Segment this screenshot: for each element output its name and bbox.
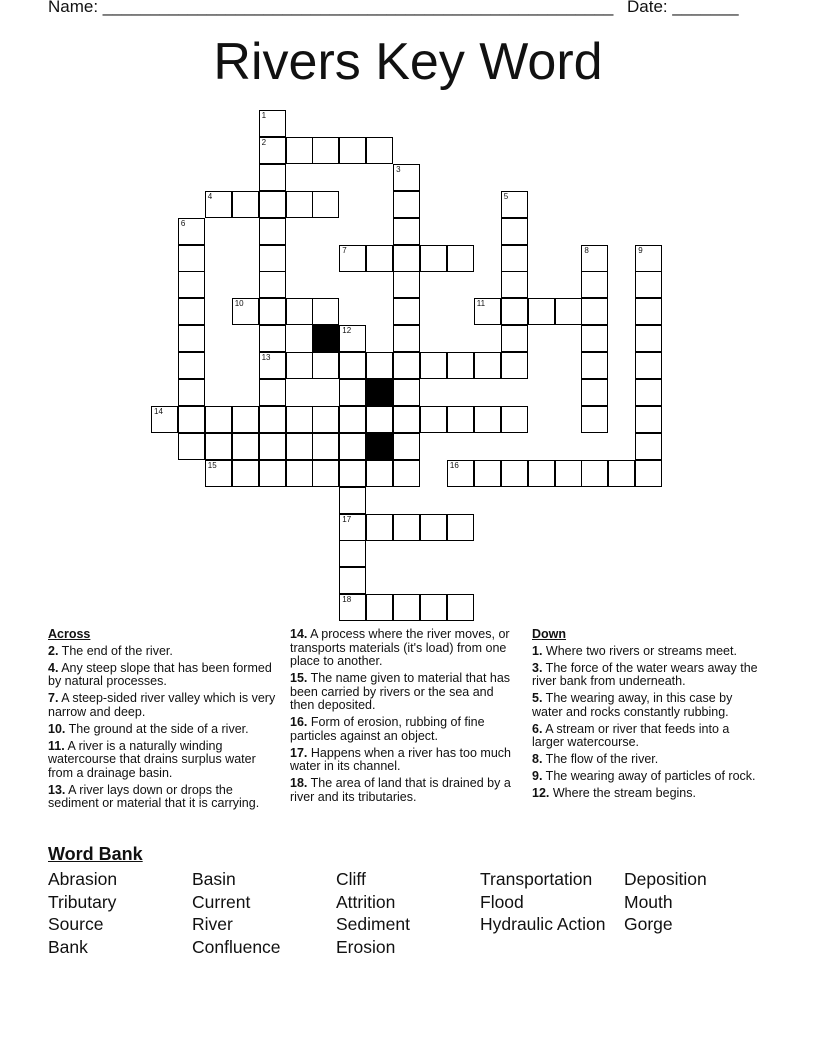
crossword-cell[interactable] — [447, 245, 474, 272]
crossword-cell[interactable] — [286, 191, 313, 218]
crossword-cell[interactable] — [339, 487, 366, 514]
across-heading: Across — [48, 627, 91, 641]
crossword-cell[interactable] — [420, 406, 447, 433]
crossword-cell[interactable] — [420, 245, 447, 272]
clue-item: 2. The end of the river. — [48, 643, 173, 658]
crossword-cell[interactable] — [555, 460, 582, 487]
crossword-cell[interactable] — [608, 460, 635, 487]
crossword-cell[interactable] — [393, 191, 420, 218]
clue-item: 6. A stream or river that feeds into a larger watercourse. — [532, 721, 730, 749]
crossword-cell[interactable] — [393, 298, 420, 325]
crossword-cell[interactable] — [635, 406, 662, 433]
crossword-cell[interactable] — [286, 352, 313, 379]
crossword-cell[interactable] — [178, 379, 205, 406]
crossword-cell[interactable] — [366, 352, 393, 379]
crossword-cell[interactable] — [555, 298, 582, 325]
crossword-cell[interactable] — [501, 352, 528, 379]
clue-item: 13. A river lays down or drops the sediment or material that it is carrying. — [48, 782, 260, 810]
crossword-cell[interactable] — [635, 379, 662, 406]
crossword-cell[interactable] — [178, 218, 205, 245]
clue-number: 4 — [207, 191, 213, 201]
word-bank-item: Erosion — [336, 936, 396, 957]
crossword-cell[interactable] — [501, 245, 528, 272]
clue-number: 9 — [638, 245, 643, 255]
crossword-cell[interactable] — [420, 594, 447, 621]
crossword-cell[interactable] — [635, 325, 662, 352]
clue-number: 18 — [342, 595, 352, 605]
crossword-cell[interactable] — [581, 406, 608, 433]
crossword-cell[interactable] — [339, 352, 366, 379]
crossword-cell[interactable] — [635, 298, 662, 325]
word-bank-item: Attrition — [336, 891, 396, 912]
crossword-cell[interactable] — [366, 245, 393, 272]
crossword-cell[interactable] — [312, 433, 339, 460]
clue-item: 18. The area of land that is drained by a river and its tributaries. — [290, 776, 511, 804]
crossword-cell[interactable] — [259, 191, 286, 218]
clue-number: 6 — [180, 218, 186, 228]
crossword-cell[interactable] — [581, 298, 608, 325]
crossword-cell[interactable] — [259, 406, 286, 433]
crossword-cell[interactable] — [259, 460, 286, 487]
crossword-cell[interactable] — [259, 245, 286, 272]
clue-item: 9. The wearing away of particles of rock. — [532, 769, 756, 783]
crossword-cell[interactable] — [393, 245, 420, 272]
crossword-cell[interactable] — [339, 137, 366, 164]
black-cell — [366, 433, 393, 460]
crossword-cell[interactable] — [178, 271, 205, 298]
crossword-cell[interactable] — [339, 594, 366, 621]
crossword-cell[interactable] — [501, 218, 528, 245]
crossword-cell[interactable] — [312, 352, 339, 379]
crossword-cell[interactable] — [339, 379, 366, 406]
crossword-cell[interactable] — [581, 325, 608, 352]
crossword-cell[interactable] — [366, 514, 393, 541]
black-cell — [366, 379, 393, 406]
crossword-cell[interactable] — [501, 191, 528, 218]
across-clues-col1 — [48, 628, 280, 814]
crossword-cell[interactable] — [178, 406, 205, 433]
black-cell — [312, 325, 339, 352]
crossword-cell[interactable] — [286, 298, 313, 325]
crossword-cell[interactable] — [339, 514, 366, 541]
down-clues — [532, 628, 762, 804]
down-heading: Down — [532, 627, 567, 641]
clue-number: 10 — [234, 299, 244, 309]
crossword-cell[interactable] — [447, 514, 474, 541]
crossword-cell[interactable] — [393, 271, 420, 298]
clue-number: 15 — [207, 460, 217, 470]
crossword-cell[interactable] — [581, 245, 608, 272]
word-bank-item: Source — [48, 914, 104, 934]
crossword-cell[interactable] — [178, 325, 205, 352]
crossword-cell[interactable] — [393, 379, 420, 406]
crossword-cell[interactable] — [393, 164, 420, 191]
crossword-cell[interactable] — [259, 271, 286, 298]
clue-number: 5 — [503, 191, 509, 201]
crossword-cell[interactable] — [259, 325, 286, 352]
crossword-cell[interactable] — [393, 218, 420, 245]
clue-number: 13 — [261, 353, 271, 363]
word-bank-item: Deposition — [624, 869, 707, 889]
crossword-cell[interactable] — [259, 164, 286, 191]
crossword-cell[interactable] — [393, 514, 420, 541]
name-field[interactable]: Name: ______________________________________________________ — [48, 0, 614, 16]
clue-number: 16 — [449, 460, 459, 470]
word-bank-item: Flood — [480, 891, 524, 912]
crossword-cell[interactable] — [178, 433, 205, 460]
clue-item: 12. Where the stream begins. — [532, 786, 696, 800]
crossword-cell[interactable] — [259, 433, 286, 460]
crossword-cell[interactable] — [339, 245, 366, 272]
crossword-cell[interactable] — [232, 298, 259, 325]
clue-item: 16. Form of erosion, rubbing of fine particles against an object. — [290, 715, 485, 743]
crossword-cell[interactable] — [393, 433, 420, 460]
crossword-cell[interactable] — [581, 271, 608, 298]
crossword-cell[interactable] — [339, 325, 366, 352]
word-bank-item: Gorge — [624, 914, 673, 934]
crossword-cell[interactable] — [581, 460, 608, 487]
word-bank — [48, 868, 788, 958]
crossword-cell[interactable] — [178, 352, 205, 379]
crossword-cell[interactable] — [501, 406, 528, 433]
crossword-cell[interactable] — [205, 406, 232, 433]
crossword-cell[interactable] — [393, 325, 420, 352]
crossword-cell[interactable] — [312, 406, 339, 433]
clue-item: 11. A river is a naturally winding watercourse that drains surplus water from a drainage basin. — [48, 738, 256, 780]
word-bank-item: River — [192, 914, 233, 934]
clue-number: 2 — [261, 137, 267, 147]
crossword-cell[interactable] — [259, 352, 286, 379]
crossword-cell[interactable] — [232, 406, 259, 433]
word-bank-item: Mouth — [624, 891, 673, 912]
word-bank-item: Transportation — [480, 869, 593, 889]
crossword-cell[interactable] — [286, 137, 313, 164]
clue-item: 1. Where two rivers or streams meet. — [532, 643, 737, 658]
crossword-cell[interactable] — [178, 298, 205, 325]
crossword-cell[interactable] — [205, 191, 232, 218]
clue-item: 5. The wearing away, in this case by water and rocks constantly rubbing. — [532, 691, 733, 719]
word-bank-item: Basin — [192, 869, 236, 889]
crossword-cell[interactable] — [205, 460, 232, 487]
word-bank-item: Tributary — [48, 891, 117, 912]
word-bank-item: Sediment — [336, 914, 410, 934]
word-bank-item: Abrasion — [48, 869, 118, 889]
crossword-cell[interactable] — [393, 352, 420, 379]
word-bank-item: Bank — [48, 936, 88, 957]
word-bank-item: Cliff — [336, 869, 366, 889]
crossword-cell[interactable] — [366, 594, 393, 621]
crossword-cell[interactable] — [501, 271, 528, 298]
clue-number: 1 — [261, 111, 267, 120]
clue-item: 4. Any steep slope that has been formed by natural processes. — [48, 660, 272, 688]
crossword-cell[interactable] — [339, 406, 366, 433]
clue-number: 12 — [342, 326, 352, 336]
clue-item: 8. The flow of the river. — [532, 752, 659, 766]
crossword-cell[interactable] — [474, 352, 501, 379]
crossword-cell[interactable] — [447, 594, 474, 621]
crossword-cell[interactable] — [259, 379, 286, 406]
crossword-cell[interactable] — [474, 406, 501, 433]
crossword-cell[interactable] — [259, 137, 286, 164]
crossword-cell[interactable] — [501, 298, 528, 325]
clue-item: 7. A steep-sided river valley which is very narrow and deep. — [48, 691, 276, 719]
clue-number: 7 — [342, 245, 347, 255]
crossword-cell[interactable] — [635, 271, 662, 298]
crossword-cell[interactable] — [447, 406, 474, 433]
crossword-cell[interactable] — [339, 567, 366, 594]
crossword-cell[interactable] — [447, 352, 474, 379]
word-bank-item: Current — [192, 891, 251, 912]
clue-number: 8 — [584, 245, 589, 255]
crossword-cell[interactable] — [339, 460, 366, 487]
crossword-cell[interactable] — [635, 433, 662, 460]
crossword-cell[interactable] — [312, 460, 339, 487]
crossword-cell[interactable] — [232, 433, 259, 460]
crossword-cell[interactable] — [393, 594, 420, 621]
crossword-cell[interactable] — [635, 460, 662, 487]
crossword-cell[interactable] — [312, 298, 339, 325]
crossword-cell[interactable] — [366, 406, 393, 433]
clue-number: 14 — [154, 406, 163, 416]
crossword-cell[interactable] — [420, 514, 447, 541]
crossword-cell[interactable] — [447, 460, 474, 487]
crossword-cell[interactable] — [312, 191, 339, 218]
clue-item: 14. A process where the river moves, or transports materials (it's load) from one place to another. — [290, 627, 510, 668]
crossword-cell[interactable] — [501, 325, 528, 352]
date-field[interactable]: Date: _______ — [627, 0, 739, 16]
clue-item: 17. Happens when a river has too much water in its channel. — [290, 745, 511, 773]
clue-number: 11 — [476, 299, 486, 309]
crossword-cell[interactable] — [259, 110, 286, 137]
crossword-cell[interactable] — [312, 137, 339, 164]
clue-number: 3 — [396, 164, 401, 174]
crossword-cell[interactable] — [232, 460, 259, 487]
across-clues-col2 — [290, 628, 518, 808]
crossword-cell[interactable] — [151, 406, 178, 433]
clue-item: 10. The ground at the side of a river. — [48, 721, 249, 736]
crossword-cell[interactable] — [366, 137, 393, 164]
crossword-cell[interactable] — [178, 245, 205, 272]
crossword-cell[interactable] — [259, 298, 286, 325]
word-bank-title: Word Bank — [48, 844, 143, 864]
crossword-cell[interactable] — [635, 245, 662, 272]
crossword-cell[interactable] — [286, 460, 313, 487]
word-bank-item: Confluence — [192, 936, 281, 957]
crossword-cell[interactable] — [474, 460, 501, 487]
crossword-cell[interactable] — [366, 460, 393, 487]
crossword-cell[interactable] — [339, 433, 366, 460]
crossword-cell[interactable] — [501, 460, 528, 487]
crossword-cell[interactable] — [581, 352, 608, 379]
word-bank-item: Hydraulic Action — [480, 914, 606, 934]
crossword-cell[interactable] — [474, 298, 501, 325]
crossword-cell[interactable] — [581, 379, 608, 406]
crossword-cell[interactable] — [393, 460, 420, 487]
crossword-cell[interactable] — [420, 352, 447, 379]
crossword-cell[interactable] — [259, 218, 286, 245]
clue-item: 3. The force of the water wears away the river bank from underneath. — [532, 660, 758, 688]
crossword-cell[interactable] — [528, 298, 555, 325]
crossword-cell[interactable] — [286, 406, 313, 433]
crossword-cell[interactable] — [528, 460, 555, 487]
crossword-cell[interactable] — [232, 191, 259, 218]
clue-item: 15. The name given to material that has been carried by rivers or the sea and then deposited. — [290, 671, 511, 712]
page-title: Rivers Key Word — [213, 33, 603, 91]
clue-number: 17 — [342, 514, 352, 524]
crossword-cell[interactable] — [286, 433, 313, 460]
crossword-cell[interactable] — [205, 433, 232, 460]
crossword-cell[interactable] — [339, 540, 366, 567]
crossword-cell[interactable] — [393, 406, 420, 433]
crossword-cell[interactable] — [635, 352, 662, 379]
